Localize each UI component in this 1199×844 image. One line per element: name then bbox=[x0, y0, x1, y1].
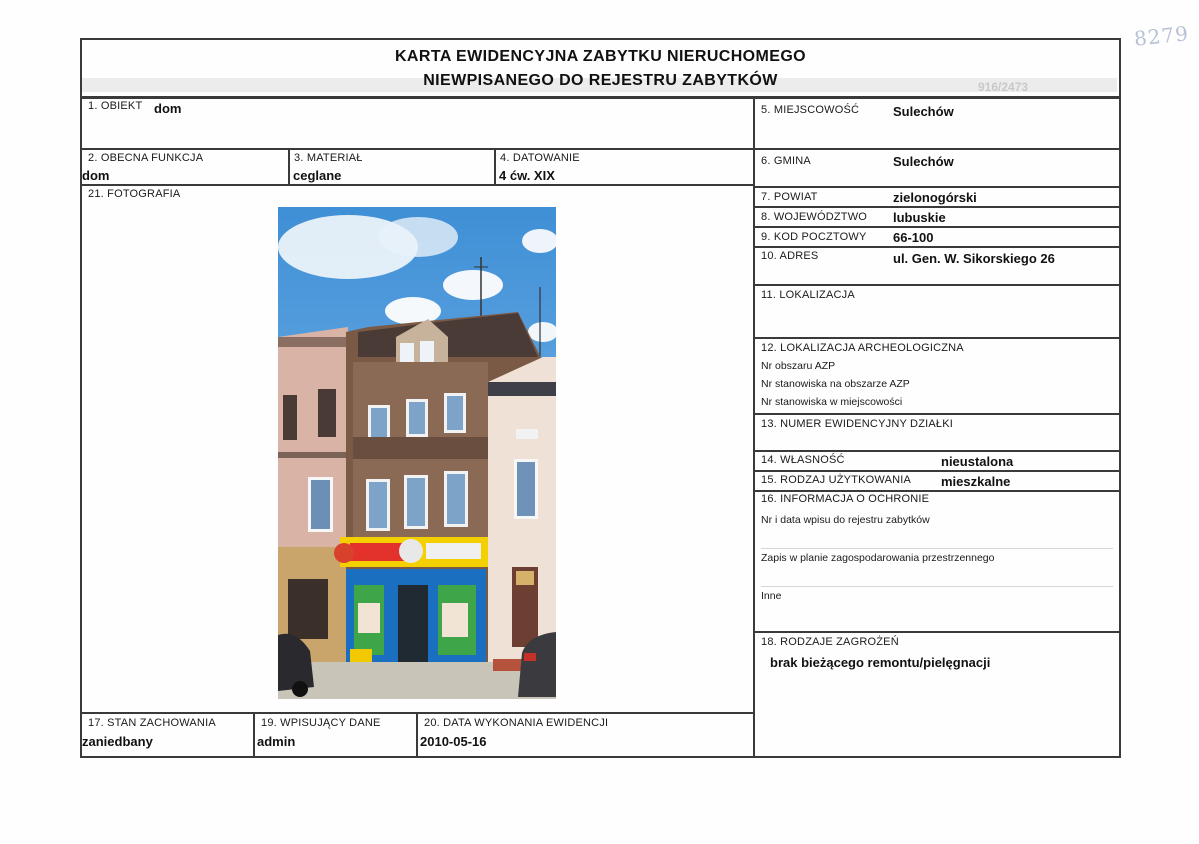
uzytkowanie-label: 15. RODZAJ UŻYTKOWANIA bbox=[761, 474, 912, 486]
funkcja-label: 2. OBECNA FUNKCJA bbox=[88, 152, 204, 164]
stan-azp-label: Nr stanowiska na obszarze AZP bbox=[761, 378, 910, 390]
datowanie-label: 4. DATOWANIE bbox=[500, 152, 580, 164]
obiekt-label: 1. OBIEKT bbox=[88, 100, 143, 112]
header-title-line1: KARTA EWIDENCYJNA ZABYTKU NIERUCHOMEGO bbox=[394, 48, 807, 65]
gmina-value: Sulechów bbox=[893, 154, 954, 169]
lok-arch-label: 12. LOKALIZACJA ARCHEOLOGICZNA bbox=[761, 342, 964, 354]
ochrona-divider-2 bbox=[761, 586, 1113, 587]
wojewodztwo-label: 8. WOJEWÓDZTWO bbox=[761, 211, 868, 223]
field-wojewodztwo bbox=[753, 206, 1121, 228]
field-gmina bbox=[753, 148, 1121, 188]
field-funkcja bbox=[80, 148, 290, 186]
field-lokalizacja-archeologiczna bbox=[753, 337, 1121, 415]
zagrozenia-label: 18. RODZAJE ZAGROŻEŃ bbox=[761, 636, 899, 648]
gmina-label: 6. GMINA bbox=[761, 155, 811, 167]
stan-miej-label: Nr stanowiska w miejscowości bbox=[761, 396, 903, 408]
kod-value: 66-100 bbox=[893, 230, 934, 245]
field-uzytkowanie bbox=[753, 470, 1121, 492]
ochrona-label: 16. INFORMACJA O OCHRONIE bbox=[761, 493, 930, 505]
wlasnosc-value: nieustalona bbox=[941, 454, 1014, 469]
datowanie-value: 4 ćw. XIX bbox=[499, 168, 555, 183]
data-label: 20. DATA WYKONANIA EWIDENCJI bbox=[424, 717, 609, 729]
building-photo bbox=[278, 207, 556, 699]
field-miejscowosc bbox=[753, 97, 1121, 150]
stan-label: 17. STAN ZACHOWANIA bbox=[88, 717, 216, 729]
field-dzialka bbox=[753, 413, 1121, 452]
inne-label: Inne bbox=[761, 590, 782, 602]
field-adres bbox=[753, 246, 1121, 286]
ochrona-divider-1 bbox=[761, 548, 1113, 549]
field-wlasnosc bbox=[753, 450, 1121, 472]
lokalizacja-label: 11. LOKALIZACJA bbox=[761, 289, 855, 301]
data-value: 2010-05-16 bbox=[420, 734, 487, 749]
field-zagrozenia bbox=[753, 631, 1121, 758]
powiat-label: 7. POWIAT bbox=[761, 191, 818, 203]
stan-value: zaniedbany bbox=[82, 734, 153, 749]
rejestr-label: Nr i data wpisu do rejestru zabytków bbox=[761, 514, 930, 526]
field-data-ewidencji bbox=[416, 712, 755, 758]
material-label: 3. MATERIAŁ bbox=[294, 152, 363, 164]
field-wpisujacy bbox=[253, 712, 418, 758]
wpisujacy-label: 19. WPISUJĄCY DANE bbox=[261, 717, 381, 729]
field-powiat bbox=[753, 186, 1121, 208]
fotografia-label: 21. FOTOGRAFIA bbox=[88, 188, 181, 200]
dzialka-label: 13. NUMER EWIDENCYJNY DZIAŁKI bbox=[761, 418, 954, 430]
handwritten-number: 8279 bbox=[1132, 21, 1191, 51]
header-title-line2: NIEWPISANEGO DO REJESTRU ZABYTKÓW bbox=[423, 72, 778, 89]
field-stan-zachowania bbox=[80, 712, 255, 758]
adres-value: ul. Gen. W. Sikorskiego 26 bbox=[893, 251, 1055, 266]
powiat-value: zielonogórski bbox=[893, 190, 977, 205]
field-kod-pocztowy bbox=[753, 226, 1121, 248]
plan-label: Zapis w planie zagospodarowania przestrzennego bbox=[761, 552, 995, 564]
field-ochrona bbox=[753, 490, 1121, 633]
field-obiekt bbox=[80, 97, 755, 150]
field-material bbox=[288, 148, 496, 186]
faint-reference: 916/2473 bbox=[978, 80, 1029, 94]
material-value: ceglane bbox=[293, 168, 342, 183]
field-lokalizacja bbox=[753, 284, 1121, 339]
wlasnosc-label: 14. WŁASNOŚĆ bbox=[761, 454, 845, 466]
kod-label: 9. KOD POCZTOWY bbox=[761, 231, 867, 243]
obiekt-value: dom bbox=[154, 101, 182, 116]
wojewodztwo-value: lubuskie bbox=[893, 210, 946, 225]
azp-label: Nr obszaru AZP bbox=[761, 360, 836, 372]
wpisujacy-value: admin bbox=[257, 734, 296, 749]
funkcja-value: dom bbox=[82, 168, 110, 183]
zagrozenia-value: brak bieżącego remontu/pielęgnacji bbox=[770, 655, 991, 670]
field-datowanie bbox=[494, 148, 755, 186]
miejscowosc-label: 5. MIEJSCOWOŚĆ bbox=[761, 104, 860, 116]
card-header bbox=[80, 38, 1121, 98]
adres-label: 10. ADRES bbox=[761, 250, 819, 262]
miejscowosc-value: Sulechów bbox=[893, 104, 954, 119]
uzytkowanie-value: mieszkalne bbox=[941, 474, 1011, 489]
